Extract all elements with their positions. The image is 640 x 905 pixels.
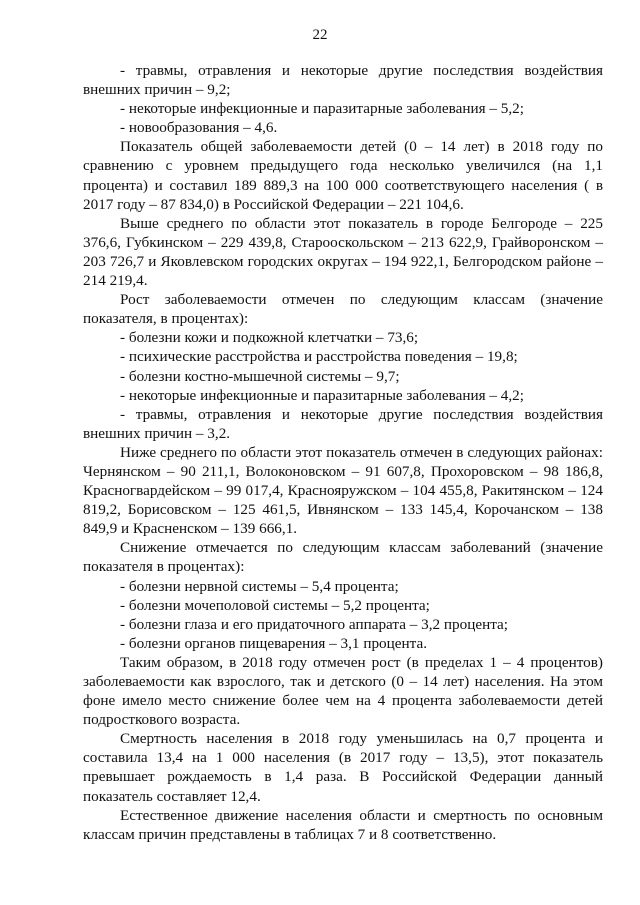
paragraph: Показатель общей заболеваемости детей (0 – 14 лет) в 2018 году по сравнению с уровнем предыдущего года несколько увеличился (на 1,1 процента) и составил 189 889,3 на 100 000 соответствующего населения ( в 2017 году – 87 834,0) в Российской Федерации – 221 104,6. <box>83 138 603 213</box>
list-item: - некоторые инфекционные и паразитарные заболевания – 5,2; <box>120 100 524 118</box>
paragraph: Выше среднего по области этот показатель в городе Белгороде – 225 376,6, Губкинском – 229 439,8, Старооскольском – 213 622,9, Грайворонском – 203 726,7 и Яковлевском городских округах – 194 922,1, Белгородском районе – 214 219,4. <box>83 214 603 290</box>
list-item: - психические расстройства и расстройства поведения – 19,8; <box>120 348 518 366</box>
list-item: - болезни нервной системы – 5,4 процента; <box>120 577 399 595</box>
list-item: - травмы, отравления и некоторые другие последствия воздействия внешних причин – 9,2; <box>83 62 603 99</box>
paragraph: Естественное движение населения области и смертность по основным классам причин представлены в таблицах 7 и 8 соответственно. <box>83 806 603 843</box>
page-number: 22 <box>312 27 328 43</box>
list-item: - болезни кожи и подкожной клетчатки – 73,6; <box>120 329 419 347</box>
list-item: - травмы, отравления и некоторые другие последствия воздействия внешних причин – 3,2. <box>83 405 603 442</box>
list-item: - болезни мочеполовой системы – 5,2 процента; <box>120 596 430 614</box>
document-body <box>83 61 603 844</box>
list-item: - новообразования – 4,6. <box>120 119 278 137</box>
paragraph: Рост заболеваемости отмечен по следующим классам (значение показателя, в процентах): <box>83 291 603 328</box>
paragraph: Таким образом, в 2018 году отмечен рост (в пределах 1 – 4 процентов) заболеваемости как взрослого, так и детского (0 – 14 лет) населения. На этом фоне имело место снижение более чем на 4 процента заболеваемости детей подросткового возраста. <box>83 653 603 729</box>
paragraph: Смертность населения в 2018 году уменьшилась на 0,7 процента и составила 13,4 на 1 000 населения (в 2017 году – 13,5), этот показатель превышает рождаемость в 1,4 раза. В Российской Федерации данный показатель составляет 12,4. <box>83 730 603 805</box>
list-item: - некоторые инфекционные и паразитарные заболевания – 4,2; <box>120 386 524 404</box>
paragraph: Ниже среднего по области этот показатель отмечен в следующих районах: Чернянском – 90 211,1, Волоконовском – 91 607,8, Прохоровском – 98 186,8, Красногвардейском – 99 017,4, Краснояружском – 104 455,8, Ракитянском – 124 819,2, Борисовском – 125 461,5, Ивнянском – 133 145,4, Корочанском – 138 849,9 и Красненском – 139 666,1. <box>83 443 603 538</box>
list-item: - болезни глаза и его придаточного аппарата – 3,2 процента; <box>120 615 509 633</box>
list-item: - болезни органов пищеварения – 3,1 процента. <box>120 634 427 652</box>
list-item: - болезни костно-мышечной системы – 9,7; <box>120 367 400 385</box>
paragraph: Снижение отмечается по следующим классам заболеваний (значение показателя в процентах): <box>83 539 603 576</box>
